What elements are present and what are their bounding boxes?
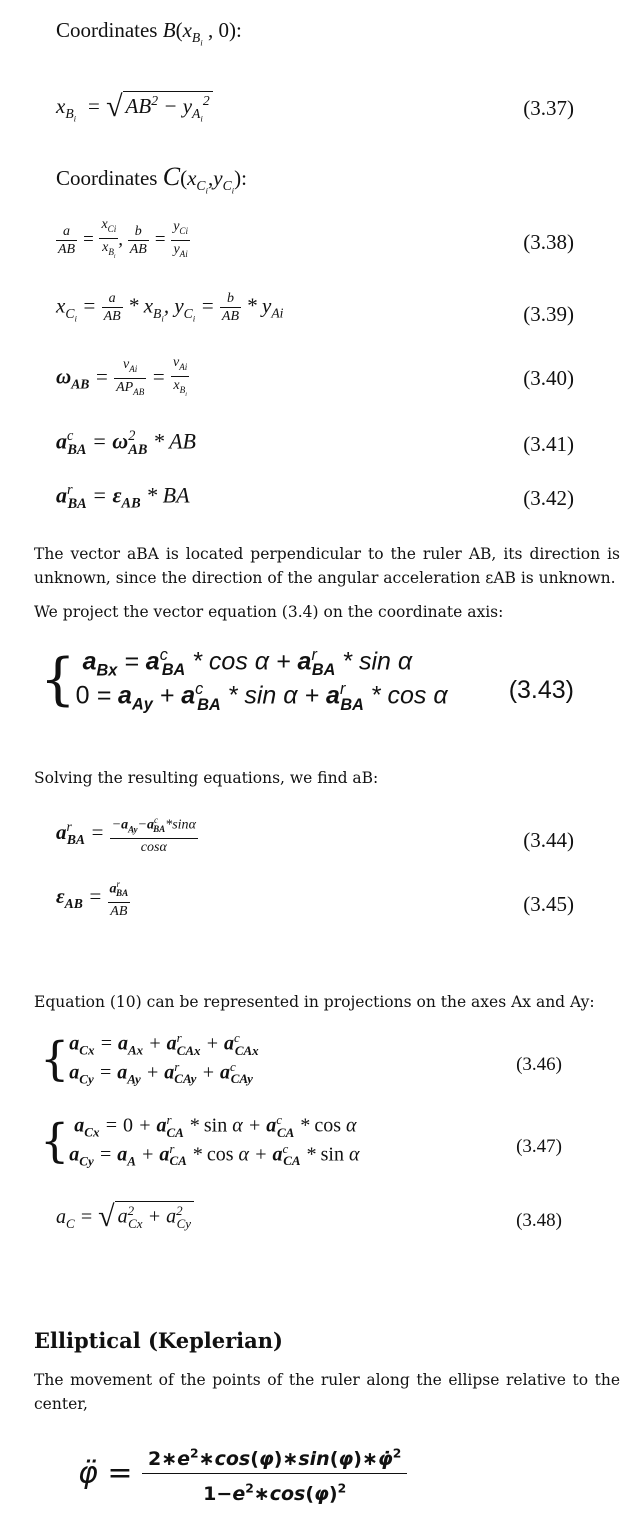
equation-number: (3.45) xyxy=(523,892,574,916)
equation-3-39 xyxy=(0,288,638,340)
equation-number: (3.44) xyxy=(523,828,574,852)
equation-number: (3.48) xyxy=(516,1210,562,1231)
equation-3-45 xyxy=(0,876,638,932)
equation-3-38 xyxy=(0,212,638,272)
equation-3-46 xyxy=(0,1030,638,1100)
equation-3-44 xyxy=(0,812,638,868)
equation-3-48-math: $a_C$ = √ $a^2_{Cx} + a^2_{Cy}$ xyxy=(56,1200,194,1234)
equation-number: (3.37) xyxy=(523,96,574,120)
equation-3-43 xyxy=(0,642,638,738)
equation-phi-ddot-math: φ̈ = $\frac{2∗e^2∗\cos(\varphi)∗\sin(\varphi)∗\varphi̇^2}{1-e^2∗\cos(\varphi)^2}$ xyxy=(78,1440,407,1508)
equation-number: (3.46) xyxy=(516,1054,562,1075)
equation-3-38-math: $\frac{a}{AB}$ = $\frac{x_{Ci}}{x_{B_i}}$ , $\frac{b}{AB}$ = $\frac{y_{Ci}}{y_{Ai}}$ xyxy=(58,217,188,260)
equation-3-41 xyxy=(0,426,638,466)
equation-number: (3.41) xyxy=(523,432,574,456)
equation-3-48 xyxy=(0,1196,638,1246)
equation-3-40-math: $\omega_{AB}$ = $\frac{v_{Ai}}{AP_{AB}}$ = $\frac{v_{Ai}}{x_{B_i}}$ xyxy=(56,355,188,398)
equation-3-37-math: $x_{B_i}$ = √ $AB^2 - y_{A_i}^2$ xyxy=(56,90,213,124)
equation-phi-ddot xyxy=(0,1440,638,1516)
equation-number: (3.43) xyxy=(508,676,574,704)
equation-number: (3.40) xyxy=(523,366,574,390)
equation-3-44-math: $a^r_{BA}$ = $\frac{-a_{Ay}-a^c_{BA}*\sin\alpha}{\cos\alpha}$ xyxy=(56,812,198,856)
vector-paragraph: The vector aBA is located perpendicular to the ruler AB, its direction is unknown, since the direction of the angular acceleration εAB is unknown. xyxy=(34,545,620,587)
equation-3-40 xyxy=(0,352,638,408)
equation-number: (3.47) xyxy=(516,1136,562,1157)
coordinates-b-label: Coordinates $B(x_{B_i}$ , 0): xyxy=(56,18,242,48)
coordinates-c-label: Coordinates $C(x_{C_i},y_{C_i})$: xyxy=(56,162,247,196)
equation-3-41-math: $a^c_{BA} = \omega^2_{AB}$ * AB xyxy=(56,428,196,458)
section-heading: Elliptical (Keplerian) xyxy=(34,1328,283,1353)
equation-3-43-math: { $a_{Bx} = a^c_{BA} * \cos \alpha + a^r_{BA} * \sin \alpha$ $0 = a_{Ay} + a^c_{BA} * \sin \alpha + a^r_{BA} * \cos \alpha$ xyxy=(40,646,448,714)
project-paragraph: We project the vector equation (3.4) on the coordinate axis: xyxy=(34,603,504,621)
equation-3-45-math: $\varepsilon_{AB}$ = $\frac{a^r_{BA}}{AB}$ xyxy=(56,876,130,920)
equation-3-42 xyxy=(0,480,638,520)
equation-3-47-math: { $a_{Cx} = 0 + a^r_{CA} * \sin \alpha + a^c_{CA} * \cos \alpha$ $a_{Cy} = a_A + a^r_{CA} * \cos \alpha + a^c_{CA} * \sin \alpha$ xyxy=(40,1112,360,1169)
elliptical-paragraph: The movement of the points of the ruler along the ellipse relative to the center, xyxy=(34,1371,620,1413)
equation-number: (3.38) xyxy=(523,230,574,254)
equation-3-37 xyxy=(0,80,638,136)
equation-3-46-math: { $a_{Cx} = a_{Ax} + a^r_{CAx} + a^c_{CAx}$ $a_{Cy} = a_{Ay} + a^r_{CAy} + a^c_{CAy}$ xyxy=(40,1030,259,1087)
equation10-paragraph: Equation (10) can be represented in projections on the axes Ax and Ay: xyxy=(34,993,595,1011)
solving-paragraph: Solving the resulting equations, we find aB: xyxy=(34,769,379,787)
equation-3-39-math: $x_{C_i}$ = $\frac{a}{AB}$ * $x_{B_i}$, $y_{C_i}$ = $\frac{b}{AB}$ * $y_{Ai}$ xyxy=(56,291,284,324)
equation-number: (3.39) xyxy=(523,302,574,326)
equation-3-47 xyxy=(0,1112,638,1182)
equation-number: (3.42) xyxy=(523,486,574,510)
equation-3-42-math: $a^r_{BA} = \varepsilon_{AB}$ * BA xyxy=(56,482,190,512)
